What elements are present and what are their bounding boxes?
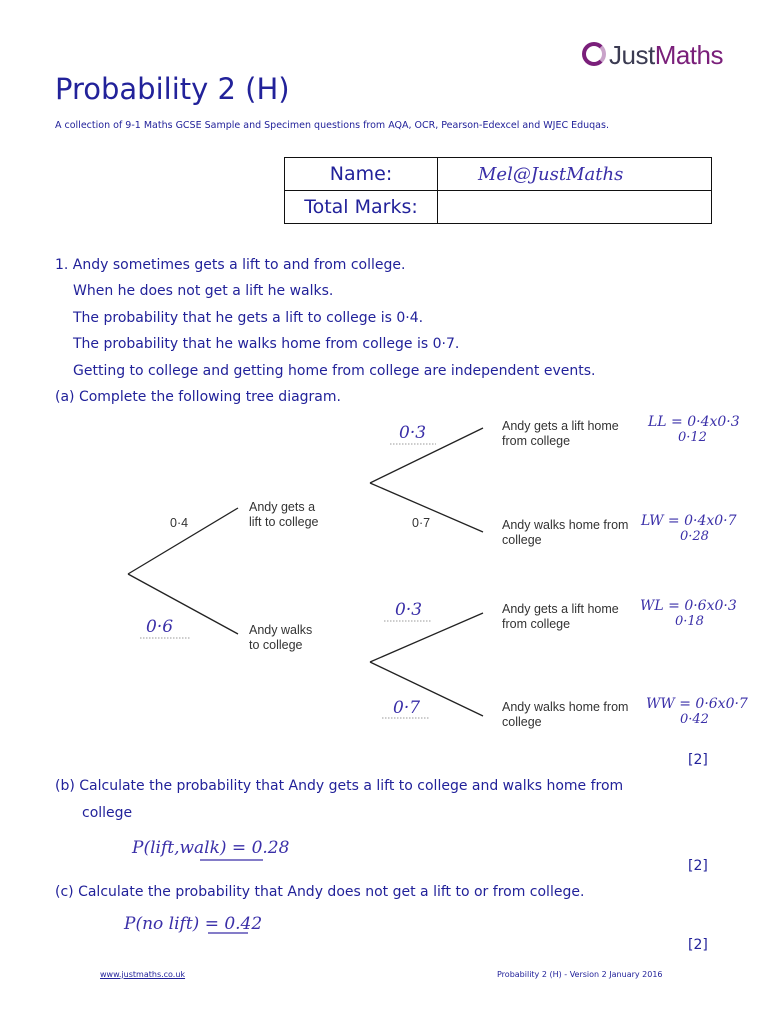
label-walk-to-college (249, 623, 312, 653)
prob-walk-answer: 0·6 (146, 617, 174, 637)
calc-ll-result: 0·12 (678, 430, 707, 445)
question-1-line-4: The probability that he walks home from college is 0·7. (73, 336, 460, 352)
question-1-line-2: When he does not get a lift he walks. (73, 283, 334, 299)
calc-ww-result: 0·42 (680, 712, 709, 727)
part-b-marks: [2] (688, 858, 708, 874)
prob-walk-walk-answer: 0·7 (393, 698, 421, 718)
footer-url[interactable] (100, 970, 185, 979)
calc-wl: WL = 0·6x0·3 (640, 598, 737, 614)
outcome-walk-walk-line-2: college (502, 715, 542, 729)
footer-url-link[interactable]: www.justmaths.co.uk (100, 970, 186, 979)
page-subtitle: A collection of 9-1 Maths GCSE Sample and Specimen questions from AQA, OCR, Pearson-Edexcel and WJEC Eduqas. (55, 120, 609, 131)
outcome-lift-lift-line-2: from college (502, 434, 571, 448)
prob-lift: 0·4 (170, 516, 189, 530)
question-1-line-5: Getting to college and getting home from college are independent events. (73, 363, 596, 379)
outcome-walk-walk-line-1: Andy walks home from (502, 700, 629, 714)
part-b-answer: P(lift,walk) = 0.28 (132, 838, 290, 858)
calc-ww: WW = 0·6x0·7 (646, 696, 748, 712)
logo-text-just: Just (609, 40, 655, 70)
calc-wl-result: 0·18 (675, 614, 704, 629)
label-lift-to-college (249, 500, 318, 530)
branch-walk-lift (370, 613, 483, 662)
part-c-prompt: (c) Calculate the probability that Andy does not get a lift to or from college. (55, 884, 585, 900)
prob-lift-lift-answer: 0·3 (399, 423, 427, 443)
outcome-walk-walk (502, 700, 628, 730)
logo-text-maths: Maths (654, 40, 723, 70)
part-c-marks: [2] (688, 937, 708, 953)
total-marks-label: Total Marks: (285, 191, 438, 224)
label-lift-line-1: Andy gets a (249, 500, 316, 514)
branch-lift-lift (370, 428, 483, 483)
outcome-lift-lift (502, 419, 619, 449)
name-label: Name: (285, 158, 438, 191)
question-1-line-1: 1. Andy sometimes gets a lift to and from college. (55, 257, 406, 273)
outcome-walk-lift (502, 602, 619, 632)
label-walk-line-2: to college (249, 638, 303, 652)
name-field[interactable]: Mel@JustMaths (438, 158, 712, 191)
outcome-walk-lift-line-2: from college (502, 617, 571, 631)
prob-lift-walk: 0·7 (412, 516, 431, 530)
part-c-answer: P(no lift) = 0.42 (124, 914, 263, 934)
part-a-marks: [2] (688, 752, 708, 768)
prob-walk-lift-answer: 0·3 (395, 600, 423, 620)
outcome-walk-lift-line-1: Andy gets a lift home (502, 602, 619, 616)
footer-version: Probability 2 (H) - Version 2 January 2016 (497, 970, 663, 979)
calc-ll: LL = 0·4x0·3 (648, 414, 740, 430)
part-a-prompt: (a) Complete the following tree diagram. (55, 389, 341, 405)
label-walk-line-1: Andy walks (249, 623, 313, 637)
part-b-prompt-line-1: (b) Calculate the probability that Andy gets a lift to college and walks home from (55, 778, 624, 794)
outcome-lift-walk-line-1: Andy walks home from (502, 518, 629, 532)
part-b-prompt-line-2: college (82, 805, 133, 821)
outcome-lift-lift-line-1: Andy gets a lift home (502, 419, 619, 433)
page-title: Probability 2 (H) (55, 72, 290, 106)
label-lift-line-2: lift to college (249, 515, 319, 529)
outcome-lift-walk-line-2: college (502, 533, 542, 547)
calc-lw-result: 0·28 (680, 529, 709, 544)
question-1-line-3: The probability that he gets a lift to college is 0·4. (73, 310, 424, 326)
branch-walk-walk (370, 662, 483, 716)
outcome-lift-walk (502, 518, 628, 548)
branch-walk (128, 574, 238, 634)
calc-lw: LW = 0·4x0·7 (641, 513, 737, 529)
